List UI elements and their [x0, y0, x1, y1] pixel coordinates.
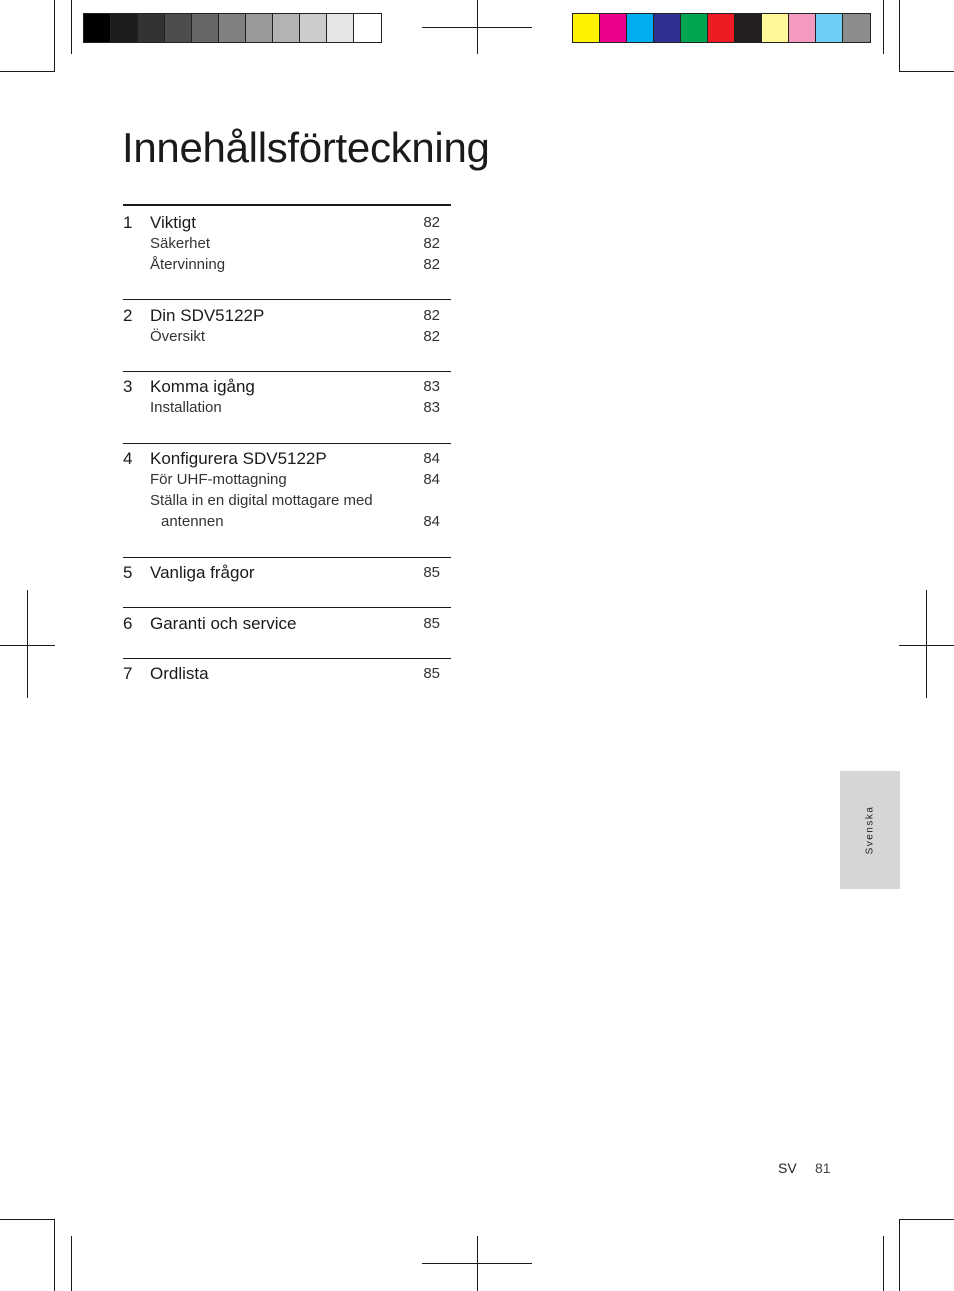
section-page: 85: [423, 665, 440, 682]
section-divider: [123, 658, 451, 659]
crop-mark: [0, 1219, 55, 1220]
section-number: 5: [123, 563, 133, 582]
subsection-title: Översikt: [150, 328, 206, 345]
crop-mark: [422, 1263, 532, 1264]
color-swatch: [762, 14, 789, 42]
crop-mark: [899, 1219, 954, 1220]
subsection-page: 83: [423, 399, 440, 416]
section-page: 83: [423, 378, 440, 395]
color-swatch: [111, 14, 138, 42]
toc-section-4: [123, 448, 451, 532]
crop-mark: [926, 590, 927, 698]
color-swatch: [681, 14, 708, 42]
subsection-title: För UHF-mottagning: [150, 471, 287, 488]
subsection-page: 82: [423, 328, 440, 345]
crop-mark: [883, 0, 884, 54]
section-number: 6: [123, 614, 133, 633]
crop-mark: [899, 71, 954, 72]
toc-section-7: [123, 663, 451, 684]
color-swatch: [573, 14, 600, 42]
section-title: Garanti och service: [150, 614, 297, 633]
section-page: 82: [423, 214, 440, 231]
color-swatch: [192, 14, 219, 42]
subsection-title: Installation: [150, 399, 222, 416]
section-page: 85: [423, 564, 440, 581]
language-tab-label: Svenska: [864, 805, 876, 855]
color-swatch: [789, 14, 816, 42]
section-title: Komma igång: [150, 377, 255, 396]
subsection-page: 82: [423, 256, 440, 273]
color-calibration-bar: [572, 13, 871, 43]
language-side-tab: [840, 771, 900, 889]
crop-mark: [899, 0, 900, 72]
section-title: Din SDV5122P: [150, 306, 265, 325]
color-swatch: [708, 14, 735, 42]
section-number: 7: [123, 664, 133, 683]
subsection-page: 84: [423, 513, 440, 530]
section-divider: [123, 299, 451, 300]
section-number: 4: [123, 449, 133, 468]
toc-top-rule: [123, 204, 451, 206]
color-swatch: [600, 14, 627, 42]
crop-mark: [71, 0, 72, 54]
color-swatch: [300, 14, 327, 42]
crop-mark: [422, 27, 532, 28]
crop-mark: [71, 1236, 72, 1291]
color-swatch: [627, 14, 654, 42]
section-title: Viktigt: [150, 213, 196, 232]
crop-mark: [0, 71, 55, 72]
section-title: Konfigurera SDV5122P: [150, 449, 327, 468]
crop-mark: [54, 0, 55, 72]
page-number: 81: [815, 1160, 831, 1176]
section-number: 1: [123, 213, 133, 232]
subsection-title: Säkerhet: [150, 235, 211, 252]
subsection-page: 82: [423, 235, 440, 252]
crop-mark: [0, 645, 55, 646]
color-swatch: [654, 14, 681, 42]
crop-mark: [883, 1236, 884, 1291]
subsection-title: Återvinning: [150, 256, 226, 273]
section-page: 85: [423, 615, 440, 632]
footer-language-code: SV: [778, 1160, 797, 1176]
section-title: Ordlista: [150, 664, 209, 683]
color-swatch: [354, 14, 381, 42]
crop-mark: [54, 1219, 55, 1291]
color-swatch: [273, 14, 300, 42]
section-number: 2: [123, 306, 133, 325]
section-divider: [123, 557, 451, 558]
toc-section-1: [123, 212, 451, 275]
section-page: 82: [423, 307, 440, 324]
section-title: Vanliga frågor: [150, 563, 255, 582]
crop-mark: [899, 1219, 900, 1291]
crop-mark: [27, 590, 28, 698]
section-divider: [123, 371, 451, 372]
color-swatch: [138, 14, 165, 42]
color-swatch: [735, 14, 762, 42]
page-title: Innehållsförteckning: [122, 124, 490, 171]
color-swatch: [165, 14, 192, 42]
section-divider: [123, 443, 451, 444]
subsection-title: Ställa in en digital mottagare med: [150, 492, 373, 509]
color-swatch: [816, 14, 843, 42]
color-swatch: [219, 14, 246, 42]
toc-section-3: [123, 376, 451, 418]
section-number: 3: [123, 377, 133, 396]
color-swatch: [843, 14, 870, 42]
section-divider: [123, 607, 451, 608]
color-swatch: [84, 14, 111, 42]
crop-mark: [899, 645, 954, 646]
grayscale-calibration-bar: [83, 13, 382, 43]
subsection-page: 84: [423, 471, 440, 488]
color-swatch: [327, 14, 354, 42]
toc-section-6: [123, 613, 451, 634]
color-swatch: [246, 14, 273, 42]
toc-section-5: [123, 562, 451, 583]
section-page: 84: [423, 450, 440, 467]
subsection-title-continued: antennen: [161, 513, 224, 530]
toc-section-2: [123, 305, 451, 347]
